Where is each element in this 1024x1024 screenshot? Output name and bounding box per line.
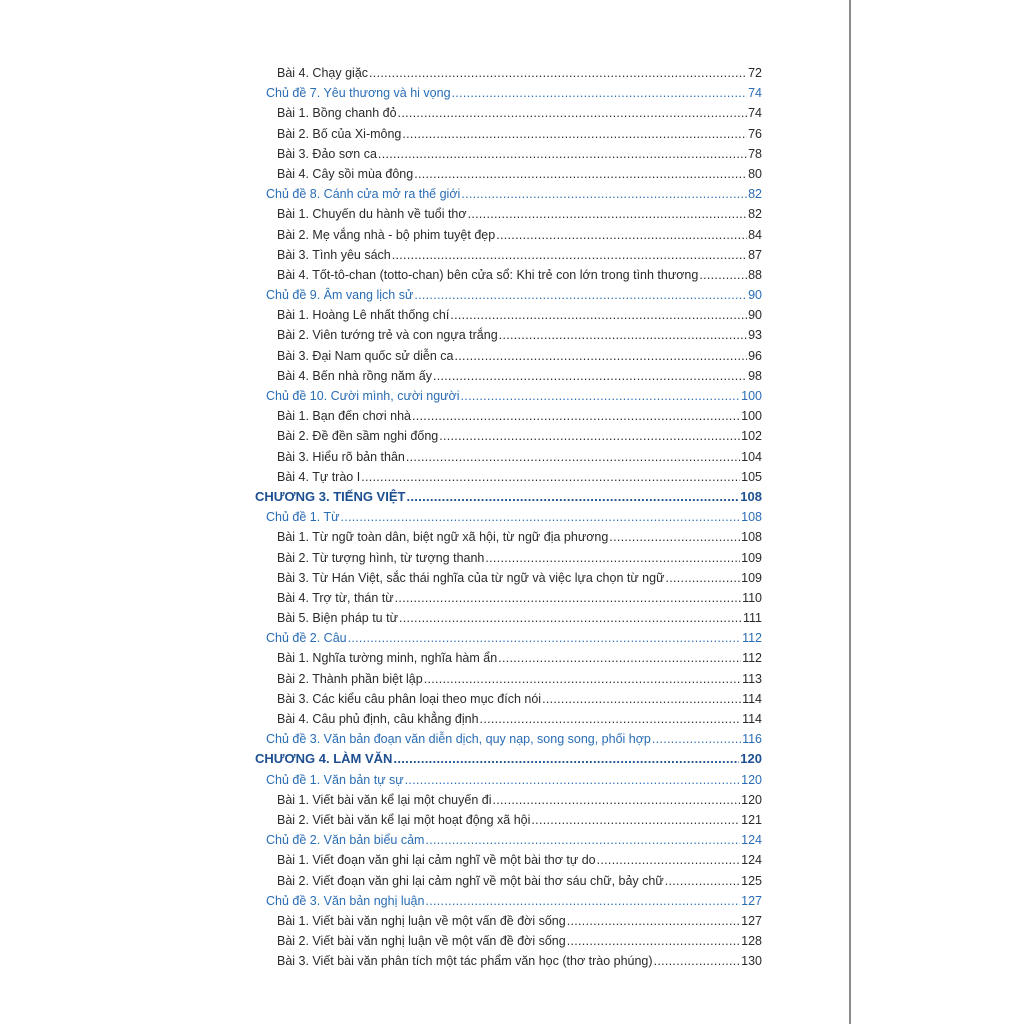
toc-entry-title: CHƯƠNG 4. LÀM VĂN	[255, 751, 393, 767]
toc-entry-title: Bài 3. Từ Hán Việt, sắc thái nghĩa của từ ngữ và việc lựa chọn từ ngữ	[277, 570, 665, 585]
dot-leader	[414, 285, 747, 305]
dot-leader	[455, 346, 748, 366]
toc-entry-page: 125	[741, 873, 762, 888]
toc-entry-title: Chủ đề 3. Văn bản nghị luận	[266, 893, 425, 908]
dot-leader	[378, 144, 747, 164]
toc-entry-title: Bài 4. Chạy giặc	[277, 66, 369, 80]
toc-entry-page: 82	[748, 187, 762, 202]
toc-entry-title: Bài 4. Cây sồi mùa đông	[277, 166, 414, 181]
toc-topic[interactable]	[255, 184, 762, 204]
toc-entry-page: 110	[742, 590, 762, 605]
dot-leader	[424, 669, 741, 689]
toc-entry-page: 130	[741, 954, 762, 969]
dot-leader	[412, 406, 740, 426]
toc-entry-title: Chủ đề 2. Văn bản biểu cảm	[266, 833, 425, 848]
toc-entry-title: Bài 2. Viên tướng trẻ và con ngựa trắng	[277, 328, 498, 343]
toc-lesson[interactable]	[255, 144, 762, 164]
dot-leader	[406, 487, 739, 507]
toc-lesson[interactable]	[255, 608, 762, 628]
dot-leader	[542, 689, 741, 709]
toc-entry-title: Bài 2. Bố của Xi-mông	[277, 126, 402, 141]
toc-entry-page: 87	[748, 247, 762, 262]
toc-entry-page: 102	[741, 429, 762, 444]
toc-chapter[interactable]	[255, 749, 762, 769]
toc-entry-title: Chủ đề 8. Cánh cửa mở ra thế giới	[266, 187, 461, 202]
toc-entry-page: 90	[748, 288, 762, 303]
toc-entry-page: 93	[748, 328, 762, 343]
toc-topic[interactable]	[255, 729, 762, 749]
dot-leader	[496, 225, 747, 245]
toc-entry-title: Bài 4. Tự trào I	[277, 469, 361, 484]
toc-entry-title: Chủ đề 7. Yêu thương và hi vọng	[266, 86, 451, 101]
toc-lesson[interactable]	[255, 406, 762, 426]
dot-leader	[499, 325, 747, 345]
toc-entry-title: Chủ đề 9. Âm vang lịch sử	[266, 288, 414, 303]
page-edge-divider	[849, 0, 851, 1024]
toc-entry-page: 128	[741, 934, 762, 949]
toc-entry-title: Bài 2. Viết đoạn văn ghi lại cảm nghĩ về một bài thơ sáu chữ, bảy chữ	[277, 873, 664, 888]
toc-lesson[interactable]	[255, 850, 762, 870]
toc-lesson[interactable]	[255, 164, 762, 184]
toc-topic[interactable]	[255, 891, 762, 911]
dot-leader	[398, 103, 748, 123]
toc-entry-page: 127	[741, 913, 762, 928]
toc-entry-title: Bài 1. Chuyến du hành về tuổi thơ	[277, 207, 467, 222]
toc-entry-page: 108	[741, 530, 762, 545]
toc-entry-page: 112	[742, 631, 762, 646]
toc-entry-page: 120	[741, 792, 762, 807]
toc-entry-page: 84	[748, 227, 762, 242]
toc-lesson[interactable]	[255, 265, 762, 285]
toc-entry-title: Bài 1. Từ ngữ toàn dân, biệt ngữ xã hội, từ ngữ địa phương	[277, 530, 609, 545]
toc-lesson[interactable]	[255, 527, 762, 547]
toc-lesson[interactable]	[255, 124, 762, 144]
dot-leader	[340, 507, 740, 527]
toc-lesson[interactable]	[255, 931, 762, 951]
toc-topic[interactable]	[255, 285, 762, 305]
dot-leader	[433, 366, 747, 386]
dot-leader	[395, 588, 741, 608]
toc-entry-page: 116	[742, 732, 762, 747]
dot-leader	[399, 608, 742, 628]
toc-lesson[interactable]	[255, 709, 762, 729]
dot-leader	[480, 709, 742, 729]
dot-leader	[393, 749, 739, 769]
dot-leader	[665, 871, 740, 891]
toc-entry-page: 78	[748, 146, 762, 161]
toc-entry-page: 108	[740, 488, 762, 504]
toc-entry-title: Bài 3. Đảo sơn ca	[277, 146, 377, 161]
toc-lesson[interactable]	[255, 548, 762, 568]
toc-entry-page: 100	[741, 409, 762, 424]
toc-entry-page: 74	[748, 86, 762, 101]
dot-leader	[665, 568, 740, 588]
toc-topic[interactable]	[255, 83, 762, 103]
toc-entry-title: Chủ đề 1. Từ	[266, 510, 340, 525]
dot-leader	[654, 951, 741, 971]
toc-entry-title: Bài 3. Hiểu rõ bản thân	[277, 449, 405, 464]
dot-leader	[369, 63, 747, 83]
toc-entry-page: 74	[748, 106, 762, 121]
dot-leader	[597, 850, 741, 870]
toc-entry-title: Bài 2. Mẹ vắng nhà - bộ phim tuyệt đẹp	[277, 227, 496, 242]
toc-entry-page: 127	[741, 893, 762, 908]
toc-entry-page: 114	[742, 712, 762, 726]
toc-entry-title: Chủ đề 1. Văn bản tự sự	[266, 772, 404, 787]
toc-lesson[interactable]	[255, 447, 762, 467]
dot-leader	[402, 124, 747, 144]
toc-lesson[interactable]	[255, 366, 762, 386]
toc-entry-title: CHƯƠNG 3. TIẾNG VIỆT	[255, 488, 406, 504]
toc-entry-page: 98	[748, 368, 762, 383]
toc-entry-page: 121	[741, 812, 762, 827]
table-of-contents	[255, 63, 762, 971]
toc-entry-page: 105	[741, 469, 762, 484]
dot-leader	[531, 810, 740, 830]
toc-entry-title: Bài 3. Đại Nam quốc sử diễn ca	[277, 348, 454, 363]
dot-leader	[414, 164, 747, 184]
toc-lesson[interactable]	[255, 810, 762, 830]
toc-entry-page: 72	[748, 66, 762, 80]
toc-entry-title: Bài 4. Câu phủ định, câu khẳng định	[277, 712, 479, 726]
toc-entry-page: 100	[741, 389, 762, 403]
dot-leader	[439, 426, 740, 446]
dot-leader	[652, 729, 741, 749]
toc-lesson[interactable]	[255, 346, 762, 366]
toc-topic[interactable]	[255, 386, 762, 406]
toc-entry-page: 120	[740, 751, 762, 767]
toc-entry-title: Bài 5. Biện pháp tu từ	[277, 611, 398, 626]
toc-entry-page: 120	[741, 772, 762, 787]
toc-lesson[interactable]	[255, 669, 762, 689]
dot-leader	[452, 83, 748, 103]
toc-entry-title: Bài 1. Bạn đến chơi nhà	[277, 409, 411, 424]
toc-entry-page: 109	[741, 550, 762, 565]
toc-lesson[interactable]	[255, 648, 762, 668]
dot-leader	[425, 891, 740, 911]
dot-leader	[492, 790, 740, 810]
toc-entry-page: 108	[741, 510, 762, 525]
dot-leader	[461, 184, 747, 204]
toc-topic[interactable]	[255, 770, 762, 790]
toc-entry-title: Bài 1. Nghĩa tường minh, nghĩa hàm ẩn	[277, 651, 498, 666]
dot-leader	[567, 931, 740, 951]
toc-lesson[interactable]	[255, 426, 762, 446]
toc-entry-page: 104	[741, 449, 762, 464]
toc-entry-title: Bài 3. Các kiểu câu phân loại theo mục đích nói	[277, 691, 542, 706]
toc-lesson[interactable]	[255, 871, 762, 891]
dot-leader	[461, 386, 741, 406]
toc-lesson[interactable]	[255, 568, 762, 588]
dot-leader	[406, 447, 740, 467]
dot-leader	[450, 305, 747, 325]
toc-lesson[interactable]	[255, 225, 762, 245]
toc-entry-title: Chủ đề 3. Văn bản đoạn văn diễn dịch, quy nạp, song song, phối hợp	[266, 732, 651, 747]
dot-leader	[567, 911, 740, 931]
toc-lesson[interactable]	[255, 245, 762, 265]
toc-entry-title: Bài 4. Bến nhà rồng năm ấy	[277, 368, 432, 383]
toc-entry-page: 96	[748, 348, 762, 363]
toc-entry-page: 82	[748, 207, 762, 222]
toc-lesson[interactable]	[255, 325, 762, 345]
dot-leader	[392, 245, 747, 265]
dot-leader	[468, 204, 748, 224]
toc-entry-title: Bài 4. Trợ từ, thán từ	[277, 590, 394, 605]
toc-entry-page: 80	[748, 166, 762, 181]
toc-entry-page: 76	[748, 126, 762, 141]
toc-entry-title: Bài 2. Từ tượng hình, từ tượng thanh	[277, 550, 485, 565]
dot-leader	[699, 265, 747, 285]
toc-lesson[interactable]	[255, 588, 762, 608]
toc-entry-title: Bài 1. Viết đoạn văn ghi lại cảm nghĩ về một bài thơ tự do	[277, 853, 596, 868]
toc-lesson[interactable]	[255, 204, 762, 224]
toc-entry-title: Bài 3. Viết bài văn phân tích một tác phẩm văn học (thơ trào phúng)	[277, 954, 653, 969]
toc-lesson[interactable]	[255, 951, 762, 971]
toc-entry-page: 109	[741, 570, 762, 585]
toc-entry-title: Bài 1. Bồng chanh đỏ	[277, 106, 397, 121]
toc-entry-title: Bài 4. Tốt-tô-chan (totto-chan) bên cửa sổ: Khi trẻ con lớn trong tình thương	[277, 267, 699, 282]
toc-entry-page: 113	[742, 671, 762, 686]
toc-entry-title: Bài 1. Viết bài văn nghị luận về một vấn đề đời sống	[277, 913, 566, 928]
toc-entry-page: 124	[741, 833, 762, 848]
toc-entry-title: Bài 1. Viết bài văn kể lại một chuyến đi	[277, 792, 492, 807]
toc-entry-title: Bài 2. Viết bài văn kể lại một hoạt động xã hội	[277, 812, 531, 827]
toc-topic[interactable]	[255, 507, 762, 527]
toc-entry-page: 90	[748, 308, 762, 323]
toc-lesson[interactable]	[255, 689, 762, 709]
dot-leader	[348, 628, 741, 648]
dot-leader	[405, 770, 740, 790]
toc-lesson[interactable]	[255, 305, 762, 325]
toc-topic[interactable]	[255, 830, 762, 850]
dot-leader	[498, 648, 741, 668]
toc-entry-title: Bài 1. Hoàng Lê nhất thống chí	[277, 308, 450, 323]
toc-chapter[interactable]	[255, 487, 762, 507]
toc-entry-title: Chủ đề 10. Cười mình, cười người	[266, 389, 460, 403]
toc-lesson[interactable]	[255, 790, 762, 810]
toc-lesson[interactable]	[255, 911, 762, 931]
dot-leader	[609, 527, 740, 547]
dot-leader	[361, 467, 740, 487]
toc-entry-title: Bài 2. Viết bài văn nghị luận về một vấn đề đời sống	[277, 934, 566, 949]
toc-entry-title: Bài 2. Thành phần biệt lập	[277, 671, 423, 686]
toc-entry-page: 124	[741, 853, 762, 868]
toc-entry-page: 111	[742, 611, 762, 626]
toc-lesson[interactable]	[255, 103, 762, 123]
toc-topic[interactable]	[255, 628, 762, 648]
toc-lesson[interactable]	[255, 467, 762, 487]
toc-entry-page: 112	[742, 651, 762, 666]
toc-entry-title: Bài 3. Tình yêu sách	[277, 247, 391, 262]
toc-entry-title: Bài 2. Đề đền sầm nghi đống	[277, 429, 439, 444]
toc-entry-title: Chủ đề 2. Câu	[266, 631, 347, 646]
dot-leader	[425, 830, 740, 850]
toc-entry-page: 114	[742, 691, 762, 706]
dot-leader	[485, 548, 740, 568]
toc-lesson[interactable]	[255, 63, 762, 83]
toc-entry-page: 88	[748, 267, 762, 282]
